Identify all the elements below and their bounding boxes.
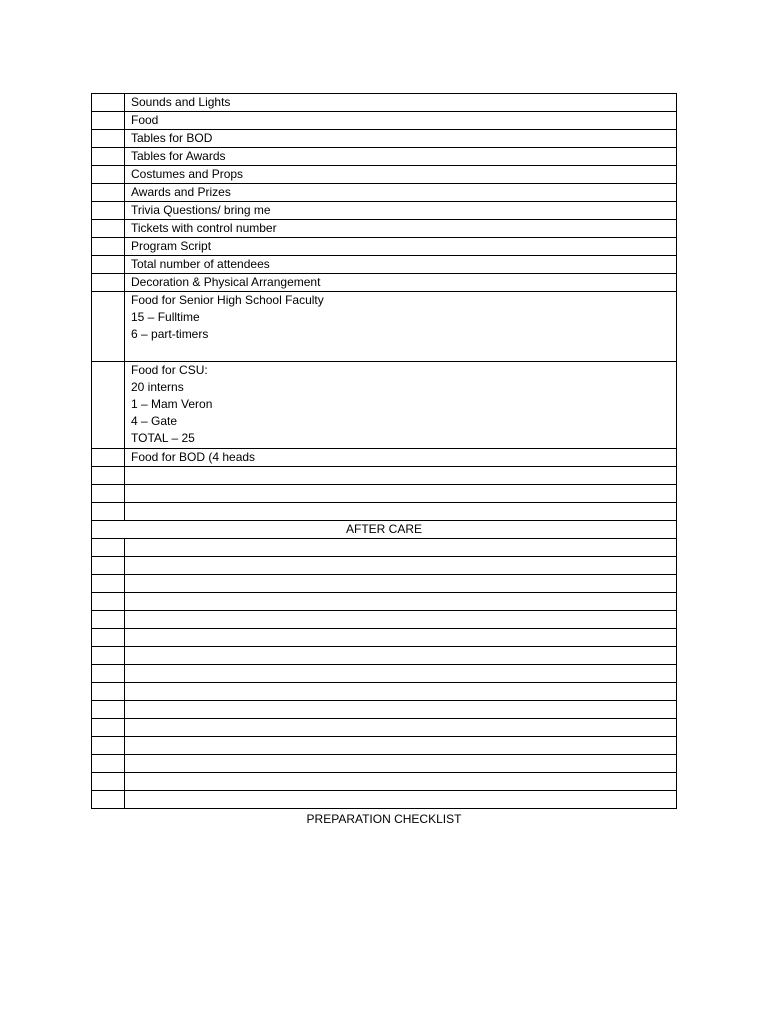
table-row <box>92 629 677 647</box>
checkbox-cell[interactable] <box>92 202 125 220</box>
checkbox-cell[interactable] <box>92 791 125 809</box>
empty-item-cell[interactable] <box>125 647 677 665</box>
empty-item-cell[interactable] <box>125 557 677 575</box>
item-tickets-with-control-number: Tickets with control number <box>125 220 677 238</box>
table-row <box>92 593 677 611</box>
empty-item-cell[interactable] <box>125 701 677 719</box>
empty-item-cell[interactable] <box>125 737 677 755</box>
after-care-header-row <box>92 521 677 539</box>
checkbox-cell[interactable] <box>92 148 125 166</box>
preparation-checklist-table <box>91 93 677 809</box>
checkbox-cell[interactable] <box>92 362 125 449</box>
csu-gate: 4 – Gate <box>131 414 178 428</box>
empty-item-cell[interactable] <box>125 575 677 593</box>
table-row <box>92 274 677 292</box>
checkbox-cell[interactable] <box>92 503 125 521</box>
checkbox-cell[interactable] <box>92 611 125 629</box>
table-row <box>92 94 677 112</box>
table-row <box>92 683 677 701</box>
table-row <box>92 202 677 220</box>
table-row <box>92 220 677 238</box>
item-food-for-bod: Food for BOD (4 heads <box>125 449 677 467</box>
empty-item-cell[interactable] <box>125 593 677 611</box>
table-row <box>92 148 677 166</box>
empty-item-cell[interactable] <box>125 773 677 791</box>
table-row <box>92 773 677 791</box>
table-row <box>92 701 677 719</box>
checkbox-cell[interactable] <box>92 166 125 184</box>
checkbox-cell[interactable] <box>92 238 125 256</box>
table-row <box>92 112 677 130</box>
item-trivia-questions: Trivia Questions/ bring me <box>125 202 677 220</box>
table-row <box>92 755 677 773</box>
checkbox-cell[interactable] <box>92 665 125 683</box>
empty-item-cell[interactable] <box>125 719 677 737</box>
table-row <box>92 184 677 202</box>
checkbox-cell[interactable] <box>92 593 125 611</box>
checkbox-cell[interactable] <box>92 220 125 238</box>
table-row <box>92 503 677 521</box>
preparation-checklist-title: PREPARATION CHECKLIST <box>306 812 462 826</box>
table-row <box>92 449 677 467</box>
senior-high-fulltime: 15 – Fulltime <box>131 310 200 324</box>
checkbox-cell[interactable] <box>92 256 125 274</box>
empty-item-cell[interactable] <box>125 503 677 521</box>
checkbox-cell[interactable] <box>92 701 125 719</box>
table-row <box>92 575 677 593</box>
item-food: Food <box>125 112 677 130</box>
checkbox-cell[interactable] <box>92 557 125 575</box>
empty-item-cell[interactable] <box>125 485 677 503</box>
checkbox-cell[interactable] <box>92 629 125 647</box>
checkbox-cell[interactable] <box>92 755 125 773</box>
table-row <box>92 130 677 148</box>
checkbox-cell[interactable] <box>92 647 125 665</box>
table-row <box>92 665 677 683</box>
checkbox-cell[interactable] <box>92 184 125 202</box>
item-total-number-of-attendees: Total number of attendees <box>125 256 677 274</box>
csu-title: Food for CSU: <box>131 363 208 377</box>
item-decoration-arrangement: Decoration & Physical Arrangement <box>125 274 677 292</box>
item-awards-and-prizes: Awards and Prizes <box>125 184 677 202</box>
checkbox-cell[interactable] <box>92 773 125 791</box>
checkbox-cell[interactable] <box>92 467 125 485</box>
table-row <box>92 611 677 629</box>
checkbox-cell[interactable] <box>92 485 125 503</box>
empty-item-cell[interactable] <box>125 467 677 485</box>
item-costumes-and-props: Costumes and Props <box>125 166 677 184</box>
senior-high-part-timers: 6 – part-timers <box>131 327 209 341</box>
table-row <box>92 292 677 362</box>
csu-interns: 20 interns <box>131 380 184 394</box>
checkbox-cell[interactable] <box>92 449 125 467</box>
table-row <box>92 485 677 503</box>
after-care-heading: AFTER CARE <box>92 521 677 539</box>
checkbox-cell[interactable] <box>92 539 125 557</box>
checkbox-cell[interactable] <box>92 274 125 292</box>
checkbox-cell[interactable] <box>92 719 125 737</box>
empty-item-cell[interactable] <box>125 539 677 557</box>
table-row <box>92 791 677 809</box>
item-food-for-csu <box>125 362 677 449</box>
item-tables-for-awards: Tables for Awards <box>125 148 677 166</box>
empty-item-cell[interactable] <box>125 629 677 647</box>
table-row <box>92 737 677 755</box>
csu-total: TOTAL – 25 <box>131 431 195 445</box>
checkbox-cell[interactable] <box>92 737 125 755</box>
table-row <box>92 256 677 274</box>
empty-item-cell[interactable] <box>125 611 677 629</box>
item-tables-for-bod: Tables for BOD <box>125 130 677 148</box>
checkbox-cell[interactable] <box>92 130 125 148</box>
table-row <box>92 362 677 449</box>
empty-item-cell[interactable] <box>125 791 677 809</box>
item-food-senior-high-faculty <box>125 292 677 362</box>
table-row <box>92 539 677 557</box>
csu-mam-veron: 1 – Mam Veron <box>131 397 213 411</box>
checkbox-cell[interactable] <box>92 683 125 701</box>
senior-high-title: Food for Senior High School Faculty <box>131 293 324 307</box>
item-program-script: Program Script <box>125 238 677 256</box>
table-row <box>92 166 677 184</box>
checkbox-cell[interactable] <box>92 94 125 112</box>
table-row <box>92 238 677 256</box>
table-row <box>92 719 677 737</box>
empty-item-cell[interactable] <box>125 683 677 701</box>
checkbox-cell[interactable] <box>92 112 125 130</box>
table-row <box>92 467 677 485</box>
checkbox-cell[interactable] <box>92 575 125 593</box>
table-row <box>92 647 677 665</box>
table-row <box>92 557 677 575</box>
checkbox-cell[interactable] <box>92 292 125 362</box>
empty-item-cell[interactable] <box>125 665 677 683</box>
item-sounds-and-lights: Sounds and Lights <box>125 94 677 112</box>
empty-item-cell[interactable] <box>125 755 677 773</box>
